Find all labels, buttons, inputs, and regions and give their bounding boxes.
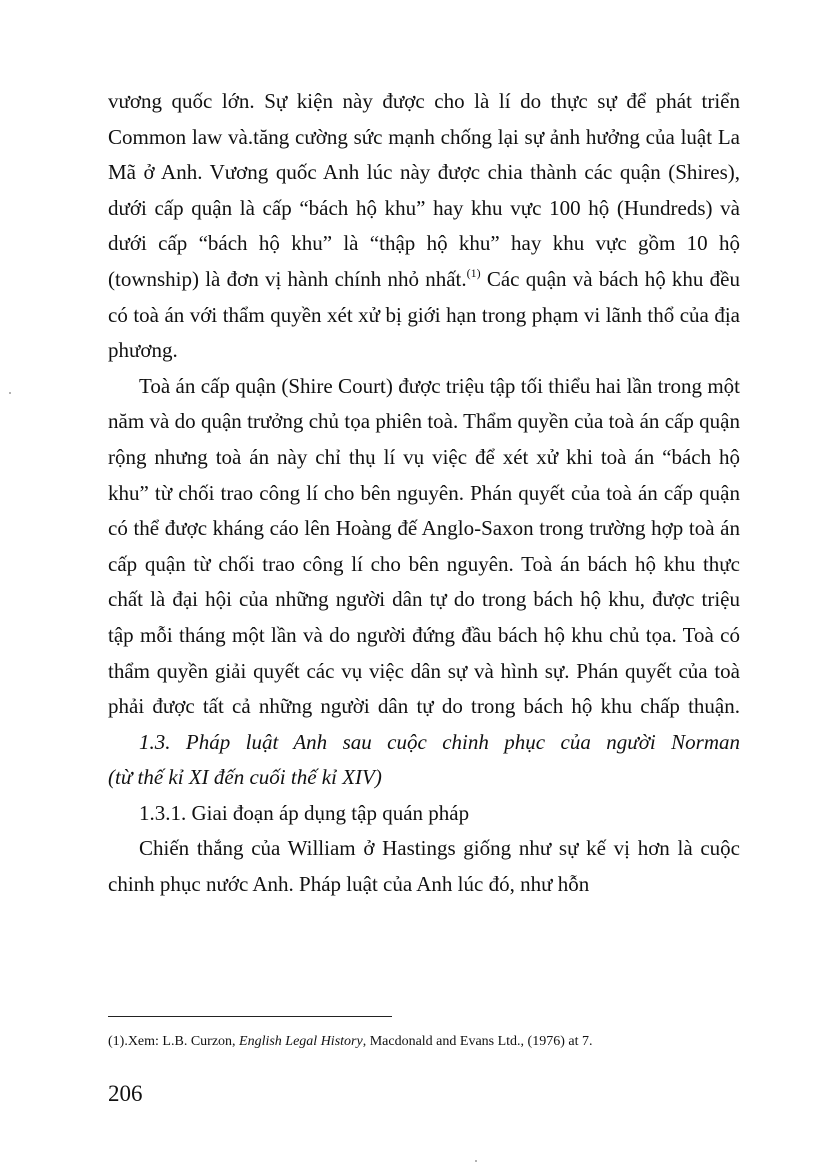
subsection-heading-1-3-1: 1.3.1. Giai đoạn áp dụng tập quán pháp bbox=[139, 800, 470, 825]
scan-speck bbox=[9, 392, 11, 394]
body-text bbox=[108, 84, 740, 903]
footnote-prefix: (1).Xem: L.B. Curzon, bbox=[108, 1034, 240, 1049]
section-heading-1-3 bbox=[108, 725, 740, 796]
paragraph-1-text: vương quốc lớn. Sự kiện này được cho là lí do thực sự để phát triển Common law và.tăng cường sức mạnh chống lại sự ảnh hưởng của luật La Mã ở Anh. Vương quốc Anh lúc này được chia thành các quận (Shires), dưới cấp quận là cấp “bách hộ khu” hay khu vực 100 hộ (Hundreds) và dưới cấp “bách hộ khu” là “thập hộ khu” hay khu vực gồm 10 hộ (township) là đơn vị hành chính nhỏ nhất. bbox=[108, 89, 740, 291]
paragraph-3: Chiến thắng của William ở Hastings giống như sự kế vị hơn là cuộc chinh phục nước Anh. Pháp luật của Anh lúc đó, như hỗn bbox=[108, 836, 740, 897]
paragraph-1-text-continued: Các quận và bách hộ khu đều có toà án với thẩm quyền xét xử bị giới hạn trong phạm vi lãnh thổ của địa phương. bbox=[108, 266, 740, 363]
scan-speck bbox=[475, 1160, 477, 1162]
footnote-suffix: , Macdonald and Evans Ltd., (1976) at 7. bbox=[362, 1034, 593, 1049]
section-heading-line-1: 1.3. Pháp luật Anh sau cuộc chinh phục của người Norman bbox=[139, 729, 740, 754]
page-number: 206 bbox=[108, 1081, 143, 1106]
footnote bbox=[108, 1033, 748, 1051]
paragraph-1 bbox=[108, 84, 740, 369]
footnote-divider bbox=[108, 1016, 392, 1017]
paragraph-2: Toà án cấp quận (Shire Court) được triệu tập tối thiểu hai lần trong một năm và do quận trưởng chủ tọa phiên toà. Thẩm quyền của toà án cấp quận rộng nhưng toà án này chỉ thụ lí vụ việc để xét xử khi toà án “bách hộ khu” từ chối trao công lí cho bên nguyên. Phán quyết của toà án cấp quận có thể được kháng cáo lên Hoàng đế Anglo-Saxon trong trường hợp toà án cấp quận từ chối trao công lí cho bên nguyên. Toà án bách hộ khu thực chất là đại hội của những người dân tự do trong bách hộ khu, được triệu tập mỗi tháng một lần và do người đứng đầu bách hộ khu chủ tọa. Toà có thẩm quyền giải quyết các vụ việc dân sự và hình sự. Phán quyết của toà phải được tất cả những người dân tự do trong bách hộ khu chấp thuận. bbox=[108, 373, 740, 719]
footnote-book-title: English Legal History bbox=[239, 1034, 363, 1049]
section-heading-line-2: (từ thế kỉ XI đến cuối thế kỉ XIV) bbox=[108, 765, 382, 790]
footnote-ref-1[interactable]: (1) bbox=[466, 265, 481, 280]
